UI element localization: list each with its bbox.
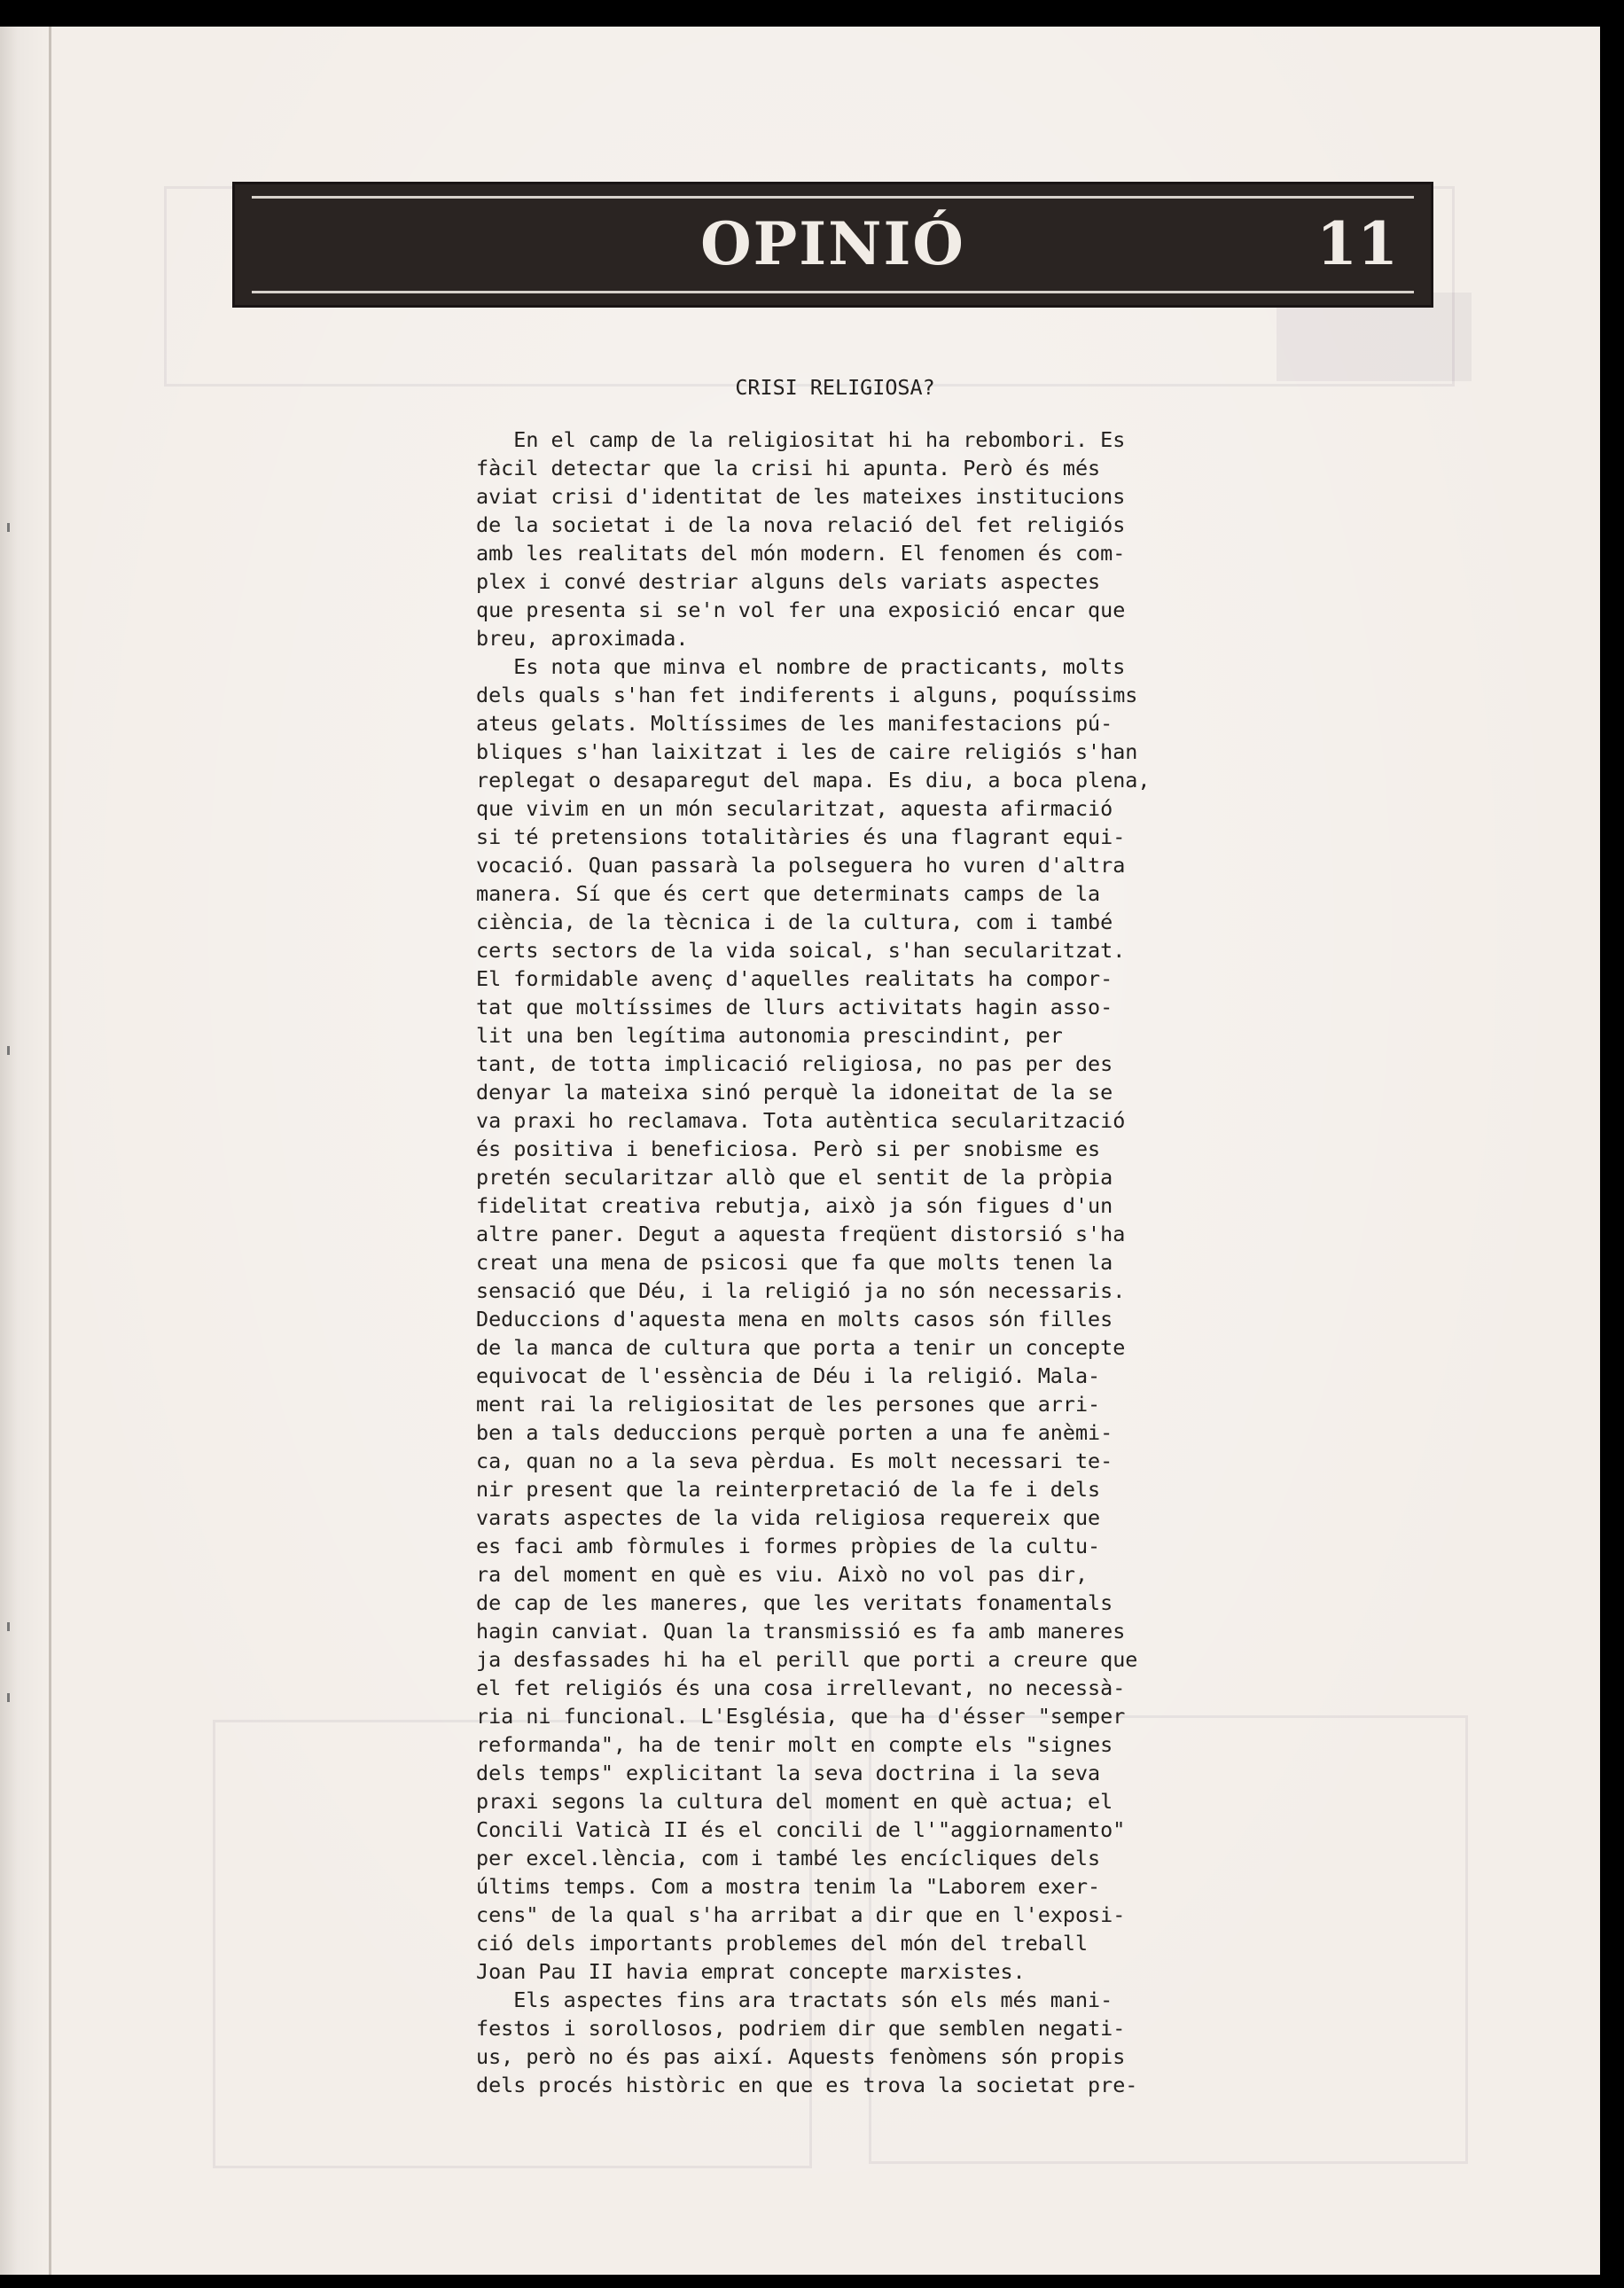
text-line: festos i sorollosos, podriem dir que semblen negati-: [476, 2016, 1126, 2041]
text-line: es faci amb fòrmules i formes pròpies de la cultu-: [476, 1534, 1101, 1558]
text-line: En el camp de la religiositat hi ha rebombori. Es: [476, 427, 1126, 452]
text-line: tat que moltíssimes de llurs activitats hagin asso-: [476, 995, 1113, 1019]
paragraph: [476, 1986, 1256, 2099]
text-line: varats aspectes de la vida religiosa requereix que: [476, 1505, 1101, 1530]
section-title: OPINIÓ: [700, 209, 965, 278]
text-line: hagin canviat. Quan la transmissió es fa amb maneres: [476, 1619, 1126, 1644]
text-line: ra del moment en què es viu. Això no vol pas dir,: [476, 1562, 1089, 1587]
text-line: manera. Sí que és cert que determinats camps de la: [476, 881, 1101, 906]
magazine-page: [0, 27, 1600, 2275]
text-line: últims temps. Com a mostra tenim la "Laborem exer-: [476, 1874, 1101, 1899]
text-line: tant, de totta implicació religiosa, no pas per des: [476, 1051, 1113, 1076]
text-line: si té pretensions totalitàries és una flagrant equi-: [476, 824, 1126, 849]
text-line: de la societat i de la nova relació del fet religiós: [476, 512, 1126, 537]
text-line: El formidable avenç d'aquelles realitats ha compor-: [476, 966, 1113, 991]
text-line: sensació que Déu, i la religió ja no són necessaris.: [476, 1278, 1126, 1303]
section-banner: [232, 182, 1433, 308]
text-line: que vivim en un món secularitzat, aquesta afirmació: [476, 796, 1113, 821]
article-title: CRISI RELIGIOSA?: [735, 375, 935, 400]
edge-mark: [7, 1693, 10, 1702]
page-gutter: [49, 27, 51, 2275]
text-line: plex i convé destriar alguns dels variats aspectes: [476, 569, 1101, 594]
edge-mark: [7, 523, 10, 532]
text-line: Els aspectes fins ara tractats són els més mani-: [476, 1987, 1113, 2012]
text-line: altre paner. Degut a aquesta freqüent distorsió s'ha: [476, 1222, 1126, 1246]
text-line: ja desfassades hi ha el perill que porti a creure que: [476, 1647, 1138, 1672]
text-line: que presenta si se'n vol fer una exposició encar que: [476, 597, 1126, 622]
text-line: ment rai la religiositat de les persones que arri-: [476, 1392, 1101, 1417]
text-line: el fet religiós és una cosa irrellevant, no necessà-: [476, 1675, 1126, 1700]
text-line: breu, aproximada.: [476, 626, 689, 651]
banner-rule: [252, 196, 1414, 199]
text-line: equivocat de l'essència de Déu i la religió. Mala-: [476, 1363, 1101, 1388]
text-line: és positiva i beneficiosa. Però si per snobisme es: [476, 1136, 1101, 1161]
text-line: ateus gelats. Moltíssimes de les manifestacions pú-: [476, 711, 1113, 736]
page-number: 11: [1316, 209, 1398, 278]
text-line: aviat crisi d'identitat de les mateixes institucions: [476, 484, 1126, 509]
text-line: denyar la mateixa sinó perquè la idoneitat de la se: [476, 1080, 1113, 1105]
text-line: cens" de la qual s'ha arribat a dir que en l'exposi-: [476, 1902, 1126, 1927]
text-line: per excel.lència, com i també les encícliques dels: [476, 1846, 1101, 1870]
text-line: ció dels importants problemes del món del treball: [476, 1931, 1089, 1956]
text-line: dels quals s'han fet indiferents i alguns, poquíssims: [476, 683, 1138, 707]
text-line: nir present que la reinterpretació de la fe i dels: [476, 1477, 1101, 1502]
text-line: creat una mena de psicosi que fa que molts tenen la: [476, 1250, 1113, 1275]
text-line: us, però no és pas així. Aquests fenòmens són propis: [476, 2044, 1126, 2069]
text-line: Es nota que minva el nombre de practicants, molts: [476, 654, 1126, 679]
text-line: certs sectors de la vida soical, s'han secularitzat.: [476, 938, 1126, 963]
text-line: praxi segons la cultura del moment en què actua; el: [476, 1789, 1113, 1814]
text-line: ciència, de la tècnica i de la cultura, com i també: [476, 910, 1113, 934]
text-line: ben a tals deduccions perquè porten a una fe anèmi-: [476, 1420, 1113, 1445]
text-line: reformanda", ha de tenir molt en compte els "signes: [476, 1732, 1113, 1757]
text-line: ria ni funcional. L'Església, que ha d'ésser "semper: [476, 1704, 1126, 1729]
text-line: dels temps" explicitant la seva doctrina i la seva: [476, 1761, 1101, 1785]
text-line: vocació. Quan passarà la polseguera ho vuren d'altra: [476, 853, 1126, 878]
text-line: fàcil detectar que la crisi hi apunta. Però és més: [476, 456, 1101, 480]
edge-mark: [7, 1622, 10, 1631]
text-line: pretén secularitzar allò que el sentit de la pròpia: [476, 1165, 1113, 1190]
text-line: de cap de les maneres, que les veritats fonamentals: [476, 1590, 1113, 1615]
text-line: lit una ben legítima autonomia prescindint, per: [476, 1023, 1063, 1048]
text-line: dels procés històric en que es trova la societat pre-: [476, 2073, 1138, 2097]
paragraph: [476, 652, 1256, 1986]
text-line: va praxi ho reclamava. Tota autèntica secularització: [476, 1108, 1126, 1133]
paragraph: [476, 426, 1256, 652]
text-line: amb les realitats del món modern. El fenomen és com-: [476, 541, 1126, 566]
article: [476, 346, 1256, 2099]
text-line: Joan Pau II havia emprat concepte marxistes.: [476, 1959, 1026, 1984]
banner-rule: [252, 291, 1414, 293]
text-line: fidelitat creativa rebutja, això ja són figues d'un: [476, 1193, 1113, 1218]
edge-mark: [7, 1046, 10, 1055]
text-line: Deduccions d'aquesta mena en molts casos són filles: [476, 1307, 1113, 1331]
text-line: ca, quan no a la seva pèrdua. Es molt necessari te-: [476, 1449, 1113, 1473]
text-line: Concili Vaticà II és el concili de l'"aggiornamento": [476, 1817, 1126, 1842]
text-line: de la manca de cultura que porta a tenir un concepte: [476, 1335, 1126, 1360]
text-line: bliques s'han laixitzat i les de caire religiós s'han: [476, 739, 1138, 764]
text-line: replegat o desaparegut del mapa. Es diu, a boca plena,: [476, 768, 1151, 793]
